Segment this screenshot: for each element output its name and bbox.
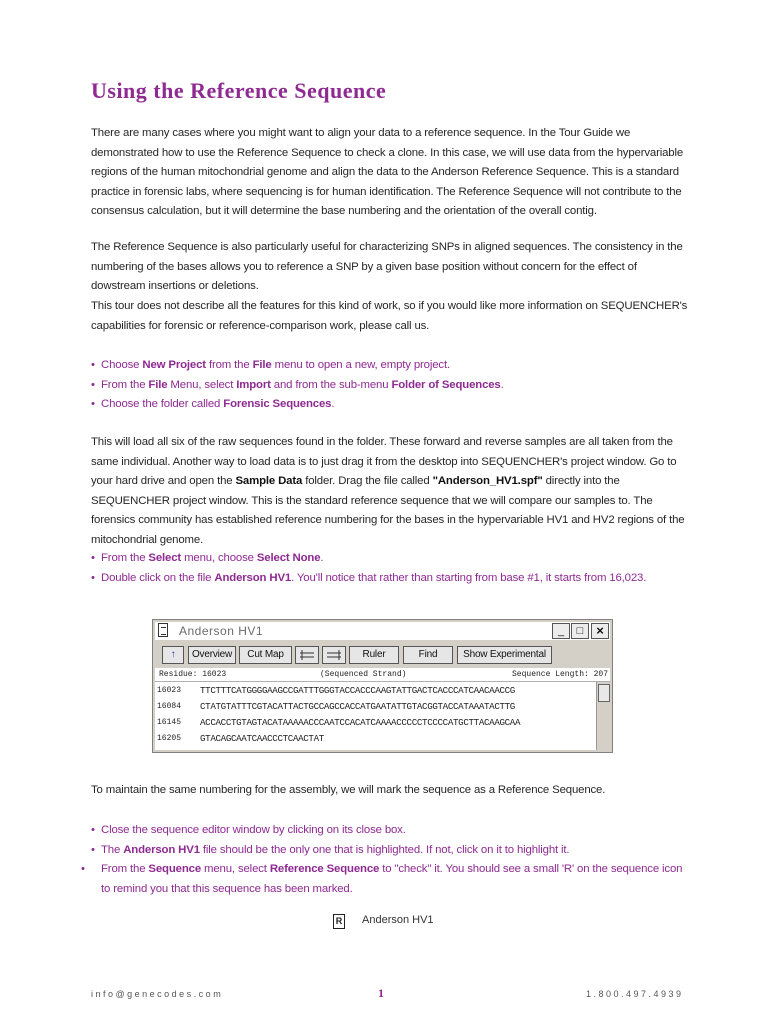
- align-left-icon[interactable]: [295, 646, 319, 664]
- scrollbar-thumb[interactable]: [598, 684, 610, 702]
- strand-label: (Sequenced Strand): [320, 670, 407, 679]
- minimize-button[interactable]: _: [552, 623, 570, 639]
- list-item: • The Anderson HV1 file should be the only one that is highlighted. If not, click on it to highlight it.: [91, 843, 570, 856]
- list-item: • Close the sequence editor window by clicking on its close box.: [91, 824, 406, 836]
- bullet-list-3: [81, 821, 691, 899]
- editor-toolbar: [155, 644, 610, 666]
- overview-button[interactable]: Overview: [188, 646, 236, 664]
- base-number: 16084: [157, 702, 182, 711]
- bullet-list-1: [91, 356, 691, 415]
- footer-phone: 1.800.497.4939: [586, 989, 684, 999]
- residue-label: Residue: 16023: [159, 670, 227, 679]
- base-number: 16145: [157, 718, 182, 727]
- window-title: Anderson HV1: [179, 624, 264, 638]
- page-title: Using the Reference Sequence: [91, 78, 387, 103]
- reference-sequence-icon: R: [333, 914, 345, 929]
- sequence-text-area[interactable]: [155, 682, 596, 750]
- cut-map-button[interactable]: Cut Map: [239, 646, 292, 664]
- find-button[interactable]: Find: [403, 646, 453, 664]
- maximize-button[interactable]: □: [571, 623, 589, 639]
- sequence-info-bar: [155, 668, 610, 682]
- sequence-editor-window: [152, 619, 613, 753]
- sequence-icon-label: Anderson HV1: [362, 914, 434, 926]
- up-arrow-button[interactable]: ↑: [162, 646, 184, 664]
- sequence-bases: ACCACCTGTAGTACATAAAAACCCAATCCACATCAAAACCCCCTCCCCATGCTTACAAGCAA: [200, 717, 521, 728]
- list-item: • Choose New Project from the File menu to open a new, empty project.: [91, 359, 450, 371]
- vertical-scrollbar[interactable]: [596, 682, 610, 750]
- sequence-bases: CTATGTATTTCGTACATTACTGCCAGCCACCATGAATATTGTACGGTACCATAAATACTTG: [200, 701, 515, 712]
- base-number: 16023: [157, 686, 182, 695]
- align-right-icon[interactable]: [322, 646, 346, 664]
- intro-paragraph-3: This tour does not describe all the features for this kind of work, so if you would like more information on SEQUENCHER's capabilities for forensic or reference-comparison work, please call us.: [91, 300, 688, 332]
- list-item: • Choose the folder called Forensic Sequences.: [91, 398, 335, 411]
- bullet-list-2: [91, 549, 691, 588]
- intro-paragraph-1: There are many cases where you might want to align your data to a reference sequence. In the Tour Guide we demonstrated how to use the Reference Sequence to check a clone. In this case, we will use data from the hypervariable regions of the human mitochondrial genome and align the data to the Anderson Reference Sequence. This is a standard practice in forensic labs, where sequencing is for human identification. The Reference Sequence will not contribute to the consensus calculation, but it will determine the base numbering and the orientation of the overall contig.: [91, 127, 684, 218]
- list-item: • From the File Menu, select Import and from the sub-menu Folder of Sequences.: [91, 378, 504, 391]
- list-item: • From the Select menu, choose Select None.: [91, 552, 324, 564]
- close-button[interactable]: ×: [591, 623, 609, 639]
- paragraph-numbering: To maintain the same numbering for the assembly, we will mark the sequence as a Reference Sequence.: [91, 784, 606, 796]
- show-experimental-button[interactable]: Show Experimental: [457, 646, 552, 664]
- ruler-button[interactable]: Ruler: [349, 646, 399, 664]
- window-title-bar[interactable]: [155, 622, 610, 640]
- footer-email: info@genecodes.com: [91, 989, 224, 999]
- footer-page-number: 1: [378, 986, 384, 1000]
- sequence-length-label: Sequence Length: 207: [512, 670, 609, 679]
- paragraph-load-data: This will load all six of the raw sequences found in the folder. These forward and reverse samples are all taken from the same individual. Another way to load data is to just drag it from the desktop into SEQUENCHER's project window. Go to your hard drive and open the Sample Data folder. Drag the file called "Anderson_HV1.spf" directly into the SEQUENCHER project window. This is the standard reference sequence that we will compare our samples to. The forensics community has established reference numbering for the bases in the hypervariable HV1 and HV2 regions of the mitochondrial genome.: [91, 436, 685, 546]
- list-item: • Double click on the file Anderson HV1. You'll notice that rather than starting from base #1, it starts from 16,023.: [91, 571, 647, 584]
- base-number: 16205: [157, 734, 182, 743]
- sequence-bases: TTCTTTCATGGGGAAGCCGATTTGGGTACCACCCAAGTATTGACTCACCCATCAACAACCG: [200, 685, 515, 696]
- list-item: • From the Sequence menu, select Reference Sequence to "check" it. You should see a small 'R' on the sequence icon to remind you that this sequence has been marked.: [81, 863, 683, 895]
- document-icon: [158, 623, 168, 637]
- sequence-bases: GTACAGCAATCAACCCTCAACTAT: [200, 733, 324, 744]
- intro-paragraph-2: The Reference Sequence is also particularly useful for characterizing SNPs in aligned sequences. The consistency in the numbering of the bases allows you to reference a SNP by a given base position without concern for the effect of dowstream insertions or deletions.: [91, 241, 683, 293]
